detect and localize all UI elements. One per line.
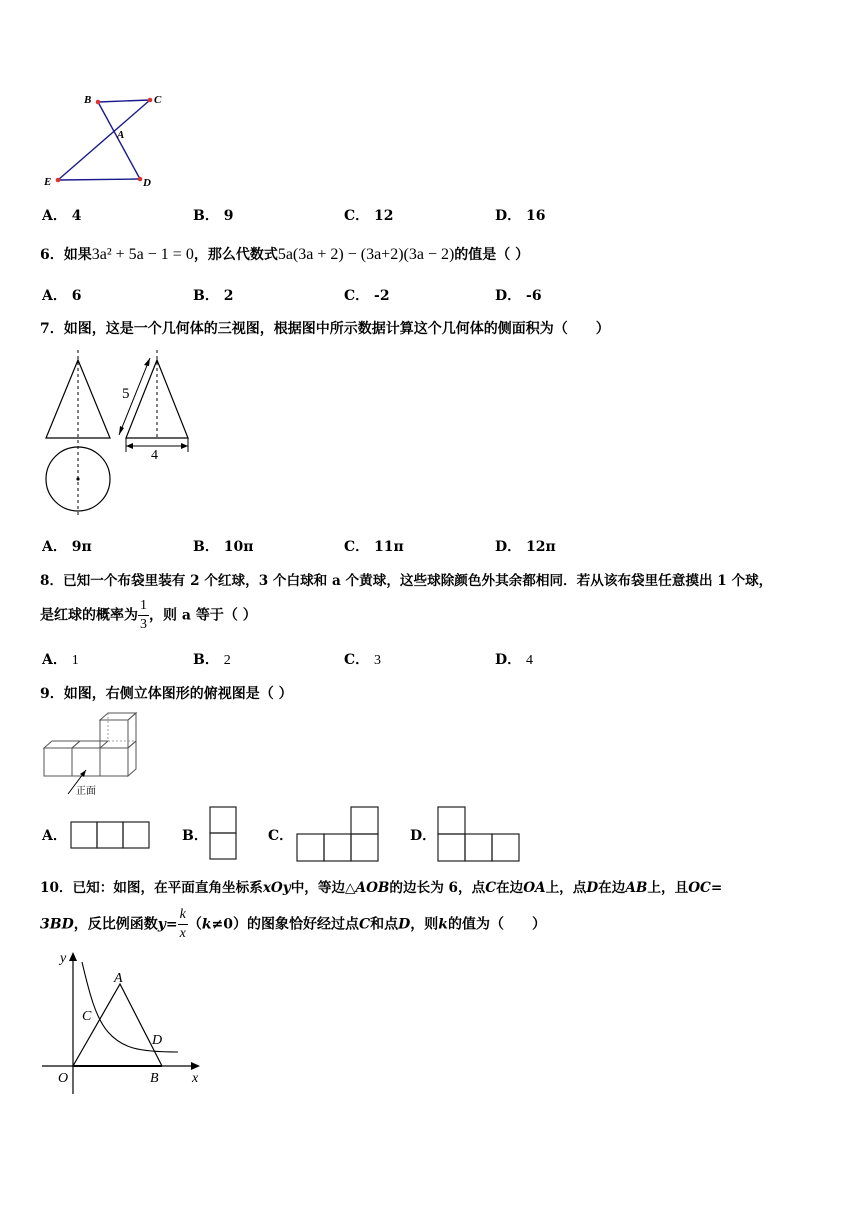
q9-option-b-label[interactable]: B． [182, 828, 208, 844]
q9-option-d-figure[interactable] [436, 805, 522, 863]
q9-stem: 9．如图，右侧立体图形的俯视图是（ ） [40, 686, 293, 702]
q6-expression: 5a(3a + 2) − (3a+2)(3a − 2) [277, 246, 455, 263]
graph-label-C: C [82, 1009, 92, 1024]
q10-fraction: $\frac{k}{x}$ [179, 907, 186, 941]
q8-stem-line1: 8．已知一个布袋里装有 2 个红球，3 个白球和 a 个黄球，这些球除颜色外其余都相同．若从该布袋里任意摸出 1 个球， [40, 573, 773, 589]
q8-option-d[interactable]: D． 4 [495, 652, 534, 668]
q7-option-c[interactable]: C． 11π [344, 539, 404, 555]
q9-option-c-figure[interactable] [295, 805, 381, 863]
graph-label-x: x [192, 1071, 199, 1086]
label-B: B [84, 94, 92, 106]
graph-label-A: A [114, 971, 123, 986]
q9-option-d-label[interactable]: D． [410, 828, 437, 844]
q5-option-d[interactable]: D． 16 [495, 208, 546, 224]
q9-option-c-label[interactable]: C． [268, 828, 294, 844]
q9-solid-figure [40, 712, 150, 800]
q5-option-b[interactable]: B． 9 [193, 208, 234, 224]
q6-option-a[interactable]: A． 6 [42, 288, 82, 304]
label-C: C [154, 94, 162, 106]
label-D: D [143, 177, 151, 189]
q9-option-a-figure[interactable] [70, 820, 152, 850]
q6-option-b[interactable]: B． 2 [193, 288, 234, 304]
q5-option-a[interactable]: A． 4 [42, 208, 82, 224]
q8-fraction: $\frac{1}{3}$ [140, 598, 147, 632]
q7-option-b[interactable]: B． 10π [193, 539, 254, 555]
q6-option-c[interactable]: C． -2 [344, 288, 390, 304]
label-A: A [117, 129, 125, 141]
q8-option-b[interactable]: B． 2 [193, 652, 231, 668]
graph-label-B: B [150, 1071, 159, 1086]
q10-coordinate-graph [38, 948, 208, 1098]
graph-label-O: O [58, 1071, 69, 1086]
graph-label-y: y [60, 951, 67, 966]
label-E: E [44, 176, 52, 188]
q7-stem: 7．如图，这是一个几何体的三视图，根据图中所示数据计算这个几何体的侧面积为（ ） [40, 321, 610, 337]
q6-equation: 3a² + 5a − 1 = 0 [91, 246, 194, 263]
q8-option-c[interactable]: C． 3 [344, 652, 382, 668]
q9-front-label: 正面 [76, 786, 96, 797]
q8-option-a[interactable]: A． 1 [42, 652, 79, 668]
q6-option-d[interactable]: D． -6 [495, 288, 542, 304]
graph-label-D: D [152, 1033, 163, 1048]
q7-option-a[interactable]: A． 9π [42, 539, 92, 555]
q6-stem: 6．如果3a² + 5a − 1 = 0，那么代数式5a(3a + 2) − (3a+2)(3a − 2)的值是（ ） [40, 246, 530, 263]
q7-base-label: 4 [151, 448, 158, 463]
q10-stem-line2: 3BD，反比例函数y= $\frac{k}{x}$ （k≠0）的图象恰好经过点C和点D，则k的值为（ ） [40, 907, 546, 941]
q7-three-view-figure [40, 348, 200, 518]
q9-option-a-label[interactable]: A． [42, 828, 67, 844]
q10-stem-line1: 10．已知：如图，在平面直角坐标系xOy中，等边△AOB的边长为 6，点C在边OA上，点D在边AB上，且OC= [40, 880, 723, 896]
q7-option-d[interactable]: D． 12π [495, 539, 556, 555]
q5-option-c[interactable]: C． 12 [344, 208, 394, 224]
q9-option-b-figure[interactable] [208, 805, 240, 863]
q5-figure [40, 88, 170, 193]
q8-stem-line2: 是红球的概率为 $\frac{1}{3}$ ，则 a 等于（ ） [40, 598, 257, 632]
q7-slant-label: 5 [122, 386, 130, 402]
